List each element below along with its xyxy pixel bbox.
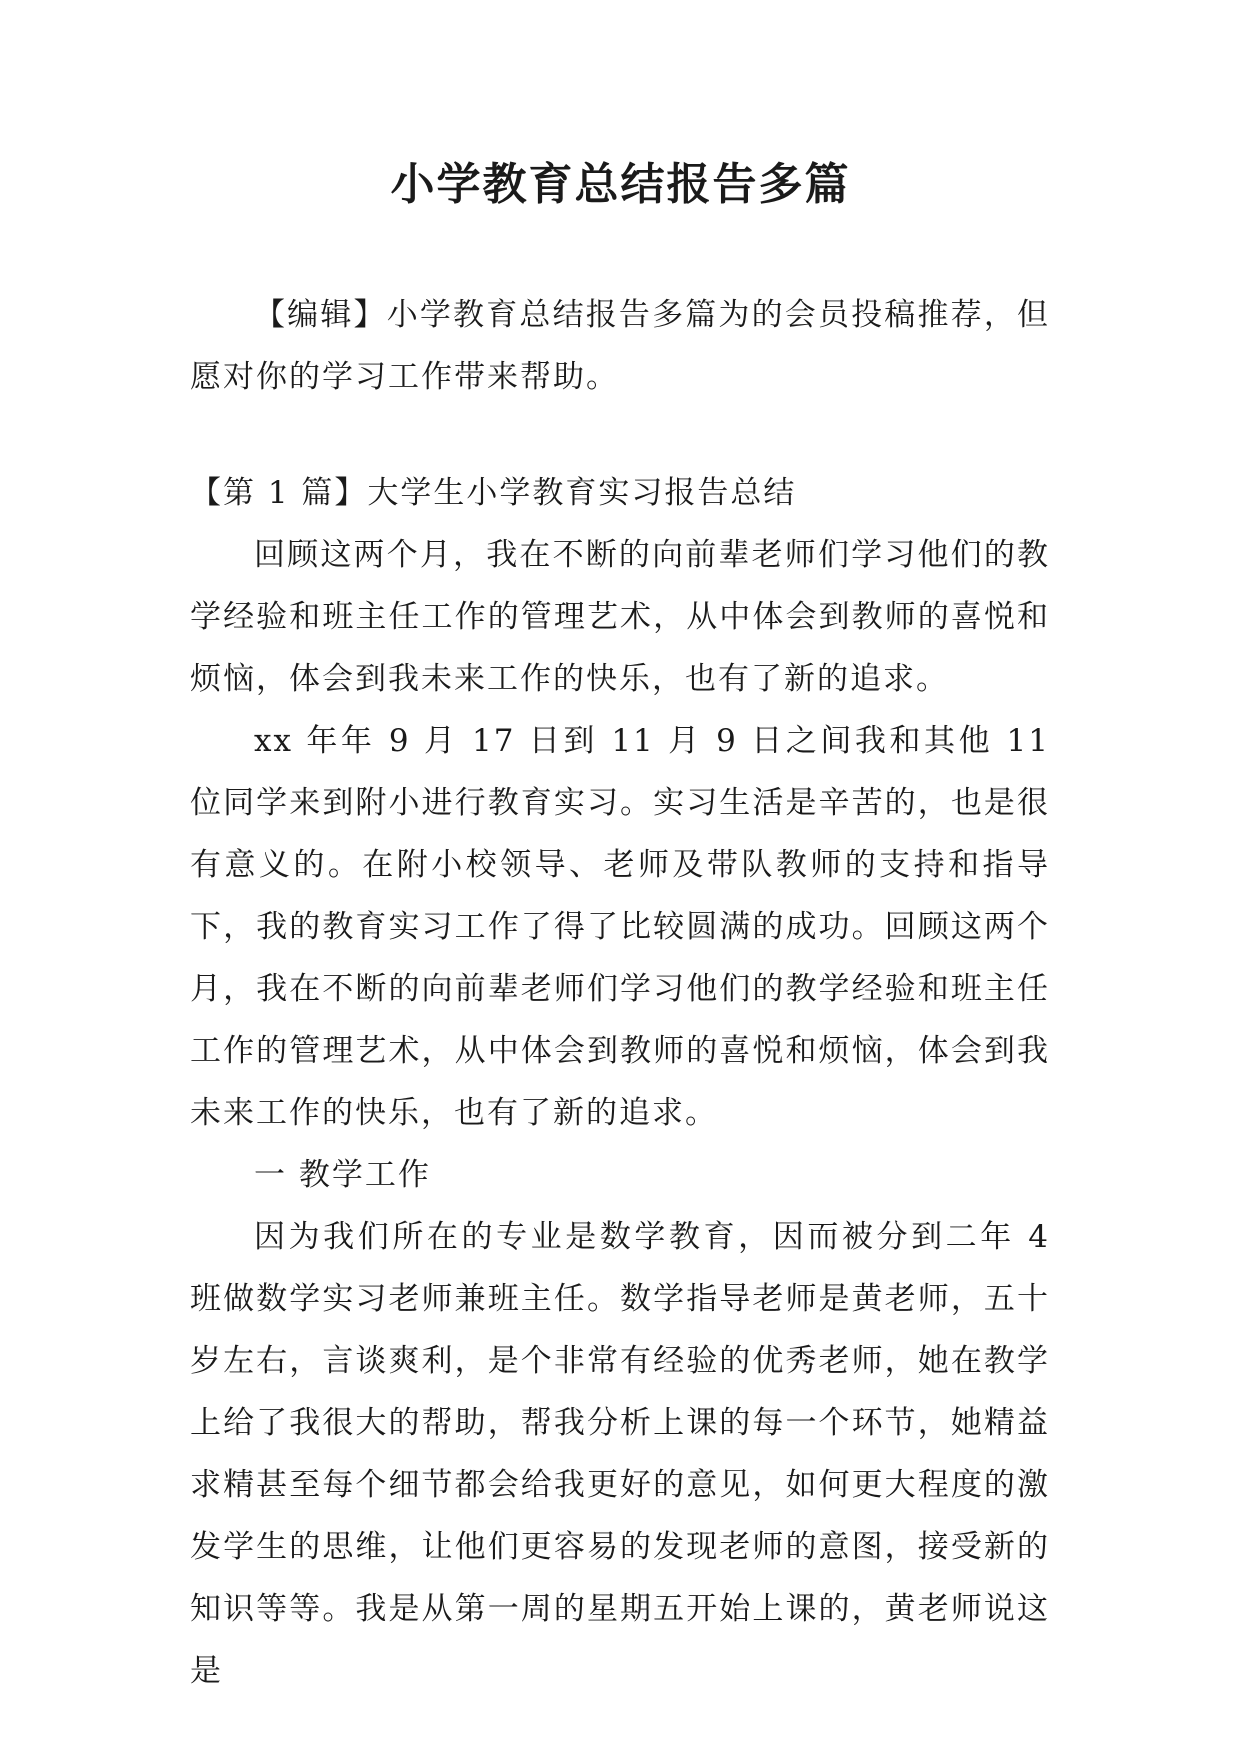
subheading-teaching-work: 一 教学工作 [254,1157,431,1193]
paragraph-3: 因为我们所在的专业是数学教育，因而被分到二年 4 班做数学实习老师兼班主任。数学指导老师是黄老师，五十岁左右，言谈爽利，是个非常有经验的优秀老师，她在教学上给了我很大的帮助，帮我分析上课的每一个环节，她精益求精甚至每个细节都会给我更好的意见，如何更大程度的激发学生的思维，让他们更容易的发现老师的意图，接受新的知识等等。我是从第一周的星期五开始上课的，黄老师说这是 [190,1219,1050,1689]
document-title: 小学教育总结报告多篇 [390,159,851,210]
article-body [190,462,1050,1702]
paragraph-2: xx 年年 9 月 17 日到 11 月 9 日之间我和其他 11 位同学来到附小进行教育实习。实习生活是辛苦的，也是很有意义的。在附小校领导、老师及带队教师的支持和指导下，我的教育实习工作了得了比较圆满的成功。回顾这两个月，我在不断的向前辈老师们学习他们的教学经验和班主任工作的管理艺术，从中体会到教师的喜悦和烦恼，体会到我未来工作的快乐，也有了新的追求。 [190,723,1050,1131]
editor-note-block [190,284,1050,408]
section-heading: 【第 1 篇】大学生小学教育实习报告总结 [190,475,797,511]
paragraph-1: 回顾这两个月，我在不断的向前辈老师们学习他们的教学经验和班主任工作的管理艺术，从中体会到教师的喜悦和烦恼，体会到我未来工作的快乐，也有了新的追求。 [190,537,1050,697]
editor-note: 【编辑】小学教育总结报告多篇为的会员投稿推荐，但愿对你的学习工作带来帮助。 [190,297,1050,395]
